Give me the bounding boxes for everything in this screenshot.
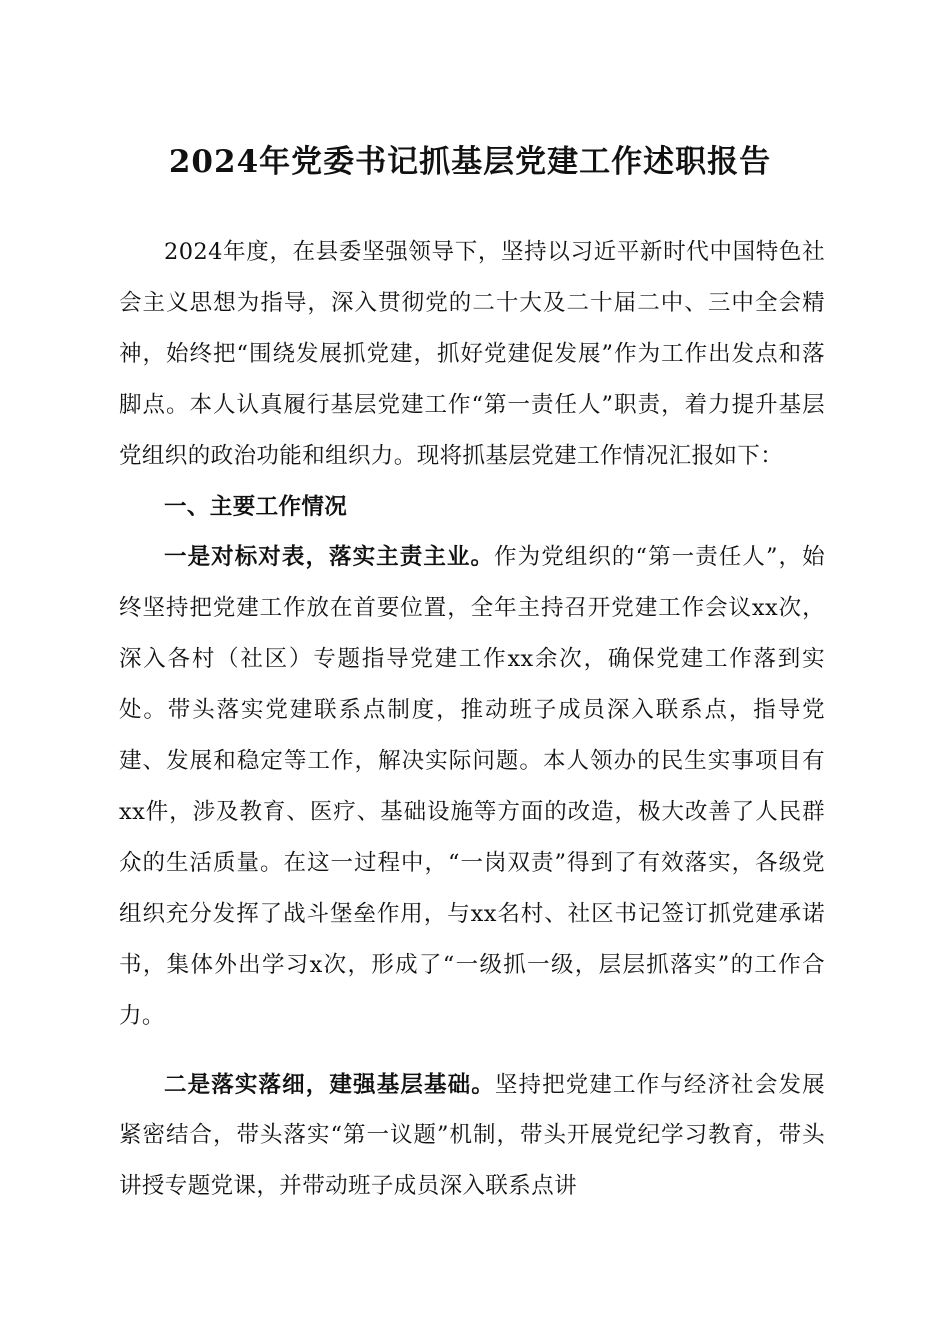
intro-paragraph: 2024年度，在县委坚强领导下，坚持以习近平新时代中国特色社会主义思想为指导，深入贯彻党的二十大及二十届二中、三中全会精神，始终把“围绕发展抓党建，抓好党建促发展”作为工作出发点和落脚点。本人认真履行基层党建工作“第一责任人”职责，着力提升基层党组织的政治功能和组织力。现将抓基层党建工作情况汇报如下： <box>119 239 825 469</box>
item-two-lead: 二是落实落细，建强基层基础。 <box>164 1071 495 1098</box>
section-heading-main-work: 一、主要工作情况 <box>164 493 348 520</box>
document-title: 2024年党委书记抓基层党建工作述职报告 <box>168 144 772 180</box>
paragraph-gap <box>119 1042 825 1060</box>
document-body <box>119 227 825 1212</box>
item-two-paragraph <box>119 1060 825 1213</box>
item-one-body: 作为党组织的“第一责任人”，始终坚持把党建工作放在首要位置，全年主持召开党建工作会议xx次，深入各村（社区）专题指导党建工作xx余次，确保党建工作落到实处。带头落实党建联系点制度，推动班子成员深入联系点，指导党建、发展和稳定等工作，解决实际问题。本人领办的民生实事项目有xx件，涉及教育、医疗、基础设施等方面的改造，极大改善了人民群众的生活质量。在这一过程中，“一岗双责”得到了有效落实，各级党组织充分发挥了战斗堡垒作用，与xx名村、社区书记签订抓党建承诺书，集体外出学习x次，形成了“一级抓一级，层层抓落实”的工作合力。 <box>119 544 825 1029</box>
item-one-lead: 一是对标对表，落实主责主业。 <box>164 544 495 571</box>
item-one-paragraph <box>119 532 825 1041</box>
item-two-body: 坚持把党建工作与经济社会发展紧密结合，带头落实“第一议题”机制，带头开展党纪学习教育，带头讲授专题党课，并带动班子成员深入联系点讲 <box>119 1071 825 1200</box>
